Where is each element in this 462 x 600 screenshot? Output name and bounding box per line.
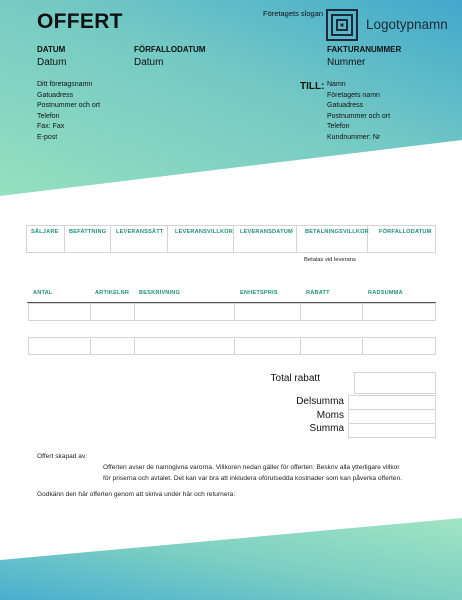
terms-header-seller: SÄLJARE: [31, 229, 59, 235]
items-header-unit-price: ENHETSPRIS: [240, 290, 278, 296]
total-discount-field[interactable]: [354, 372, 436, 394]
item-cell-article-number[interactable]: [90, 304, 134, 321]
item-cell-unit-price[interactable]: [235, 304, 301, 321]
items-header-discount: RABATT: [306, 290, 330, 296]
recipient-name[interactable]: Namn: [327, 81, 346, 88]
recipient-phone[interactable]: Telefon: [327, 123, 350, 131]
items-header-article-number: ARTIKELNR: [95, 290, 130, 296]
items-header-line-total: RADSUMMA: [368, 290, 403, 296]
terms-header-delivery-method: LEVERANSSÄTT: [116, 229, 164, 235]
item-cell-article-number[interactable]: [90, 338, 134, 355]
recipient-company[interactable]: Företagets namn: [327, 91, 380, 99]
approval-text: Godkänn den här offerten genom att skriva under här och returnera:: [37, 491, 236, 498]
terms-header-position: BEFATTNING: [69, 229, 107, 235]
item-cell-description[interactable]: [135, 338, 235, 355]
sender-company[interactable]: Ditt företagsnamn: [37, 81, 93, 88]
fakturanummer-label: FAKTURANUMMER: [327, 45, 402, 54]
sender-email[interactable]: E-post: [37, 133, 58, 141]
fakturanummer-value[interactable]: Nummer: [327, 57, 366, 68]
sender-address: [37, 80, 100, 144]
sender-street[interactable]: Gatuadress: [37, 91, 74, 99]
terms-paragraph-line-2: för priserna och avtalet. Det kan var bra att inkludera oförutsedda kostnader som kan påverka offerten.: [103, 474, 402, 482]
subtotal-field[interactable]: [348, 395, 436, 410]
payment-note: Betalas vid leverans: [304, 257, 356, 263]
item-cell-line-total[interactable]: [363, 338, 436, 355]
items-row-2: [28, 337, 436, 355]
recipient-street[interactable]: Gatuadress: [327, 102, 364, 110]
recipient-address: [327, 80, 390, 144]
subtotal-label: Delsumma: [296, 396, 344, 407]
items-header-quantity: ANTAL: [33, 290, 53, 296]
logo-icon: [326, 9, 358, 41]
logo-name[interactable]: Logotypnamn: [366, 17, 448, 32]
item-cell-quantity[interactable]: [29, 338, 91, 355]
terms-paragraph-line-1: Offerten avser de namngivna varorna. Villkoren nedan gäller för offerten: Beskriv alla ytterligare villkor: [103, 464, 400, 471]
sender-postal[interactable]: Postnummer och ort: [37, 102, 101, 110]
item-cell-line-total[interactable]: [363, 304, 436, 321]
datum-label: DATUM: [37, 45, 66, 54]
vat-field[interactable]: [348, 409, 436, 424]
created-by-label: Offert skapad av:: [37, 453, 88, 460]
forfallodatum-value[interactable]: Datum: [134, 57, 164, 68]
document-title: OFFERT: [37, 10, 123, 33]
terms-header-due-date: FÖRFALLODATUM: [379, 229, 432, 235]
item-cell-unit-price[interactable]: [235, 338, 301, 355]
total-label: Summa: [309, 423, 344, 434]
items-row-1: [28, 303, 436, 321]
item-cell-discount[interactable]: [301, 338, 363, 355]
recipient-postal[interactable]: Postnummer och ort: [327, 112, 391, 120]
sender-phone[interactable]: Telefon: [37, 112, 60, 120]
total-discount-label: Total rabatt: [270, 373, 320, 384]
recipient-customer-number[interactable]: Kundnummer: Nr: [327, 133, 381, 141]
terms-paragraph: [103, 463, 448, 484]
terms-header-delivery-terms: LEVERANSVILLKOR: [175, 229, 234, 235]
datum-value[interactable]: Datum: [37, 57, 67, 68]
total-field[interactable]: [348, 423, 436, 438]
terms-header-payment-terms: BETALNINGSVILLKOR: [305, 229, 369, 235]
bottom-gradient-band: [0, 518, 462, 600]
recipient-label: TILL:: [300, 81, 325, 92]
terms-header-delivery-date: LEVERANSDATUM: [240, 229, 293, 235]
vat-label: Moms: [316, 410, 344, 421]
items-header-description: BESKRIVNING: [139, 290, 181, 296]
item-cell-discount[interactable]: [301, 304, 363, 321]
company-slogan[interactable]: Företagets slogan: [263, 9, 324, 18]
item-cell-quantity[interactable]: [29, 304, 91, 321]
item-cell-description[interactable]: [135, 304, 235, 321]
sender-fax[interactable]: Fax: Fax: [37, 123, 65, 131]
forfallodatum-label: FÖRFALLODATUM: [134, 45, 206, 54]
